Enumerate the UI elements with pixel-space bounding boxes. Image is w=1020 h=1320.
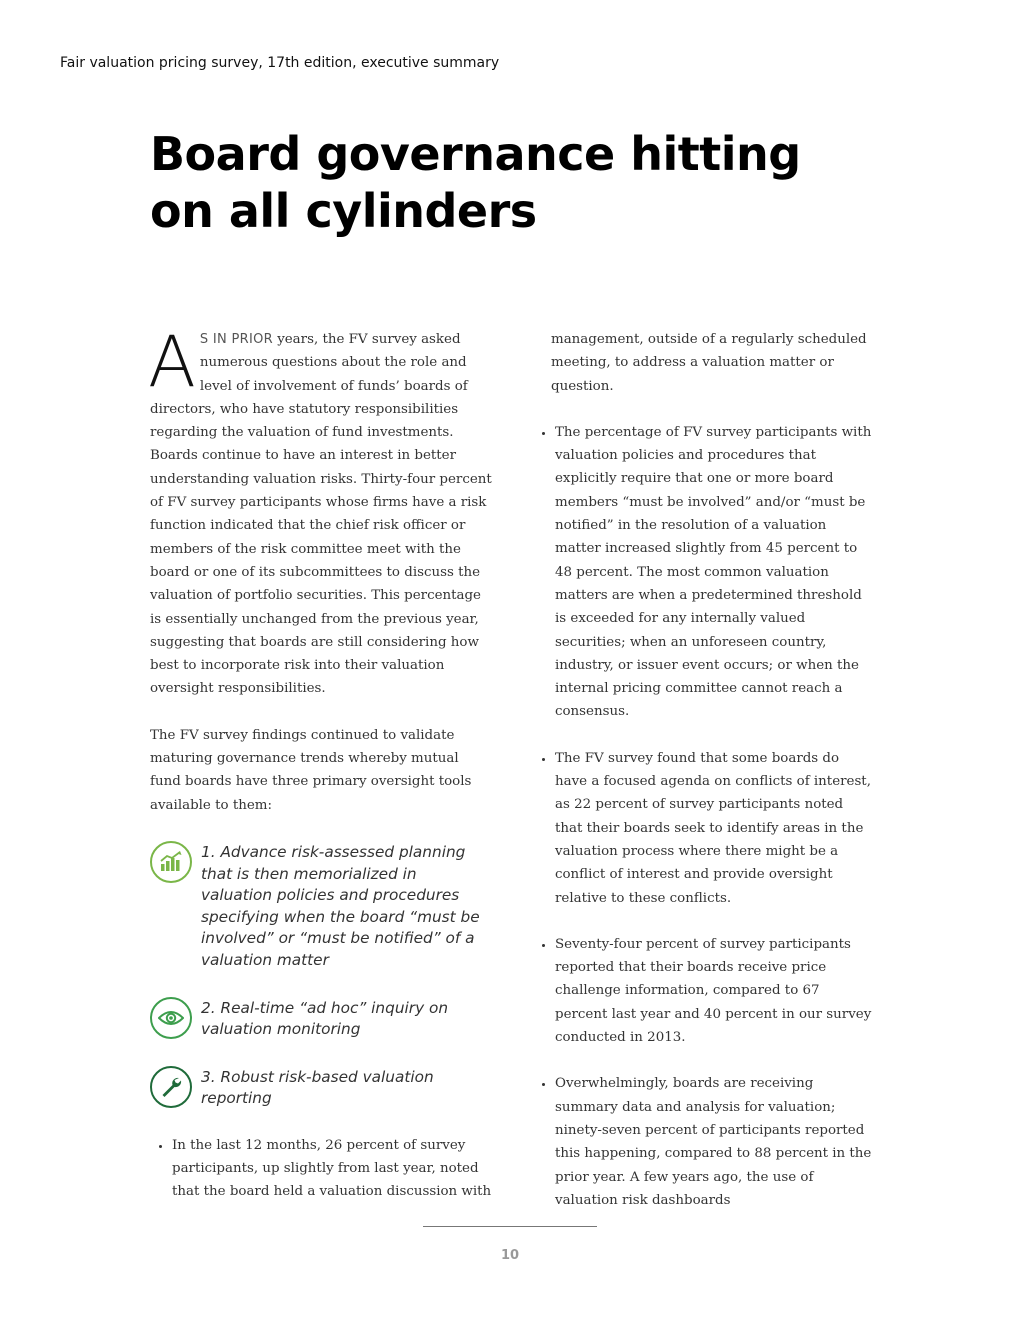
intro-paragraph <box>148 321 492 701</box>
page-title: Board governance hitting on all cylinders <box>150 127 801 238</box>
list-item: • The FV survey found that some boards do have a focused agenda on conflicts of interest, as 22 percent of survey participants noted that their boards seek to identify areas in the valuation process where there might be a conflict of interest and provide oversight relative to these conflicts. <box>555 747 873 910</box>
drop-cap: A <box>148 321 196 403</box>
tools-intro-paragraph: The FV survey findings continued to validate maturing governance trends whereby mutual fund boards have three primary oversight tools available to them: <box>150 727 472 813</box>
tool-item-reporting <box>150 1065 492 1110</box>
oversight-tools-list <box>150 840 492 1110</box>
growth-chart-icon <box>150 841 192 883</box>
tool-item-planning <box>150 840 492 972</box>
wrench-icon <box>150 1066 192 1108</box>
list-item: • In the last 12 months, 26 percent of survey participants, up slightly from last year, noted that the board held a valuation discussion with <box>172 1134 492 1204</box>
page-number: 10 <box>500 1248 520 1263</box>
intro-text: years, the FV survey asked numerous questions about the role and level of involvement of funds’ boards of directors, who have statutory responsibilities regarding the valuation of fund investments. Boards continue to have an interest in better understanding valuation risks. Thirty-four percent of FV survey participants whose firms have a risk function indicated that the chief risk officer or members of the risk committee meet with the board or one of its subcommittees to discuss the valuation of portfolio securities. This percentage is essentially unchanged from the previous year, suggesting that boards are still considering how best to incorporate risk into their valuation oversight responsibilities. <box>150 332 492 697</box>
tool-text: 1. Advance risk-assessed planning that is then memorialized in valuation policies and procedures specifying when the board “must be involved” or “must be notified” of a valuation matter <box>201 842 480 969</box>
bullet-continuation: management, outside of a regularly scheduled meeting, to address a valuation matter or question. <box>551 332 867 394</box>
footer-divider <box>423 1226 597 1227</box>
running-header: Fair valuation pricing survey, 17th edition, executive summary <box>60 55 500 71</box>
right-column <box>533 328 873 1235</box>
list-item: • Overwhelmingly, boards are receiving summary data and analysis for valuation; ninety-seven percent of participants reported this happening, compared to 88 percent in the prior year. A few years ago, the use of valuation risk dashboards <box>555 1072 873 1212</box>
eye-icon <box>150 997 192 1039</box>
tool-text: 3. Robust risk-based valuation reporting <box>201 1067 434 1108</box>
list-item: • Seventy-four percent of survey participants reported that their boards receive price challenge information, compared to 67 percent last year and 40 percent in our survey conducted in 2013. <box>555 933 873 1049</box>
list-item: • The percentage of FV survey participants with valuation policies and procedures that explicitly require that one or more board members “must be involved” and/or “must be notified” in the resolution of a valuation matter increased slightly from 45 percent to 48 percent. The most common valuation matters are when a predetermined threshold is exceeded for any internally valued securities; when an unforeseen country, industry, or issuer event occurs; or when the internal pricing committee cannot reach a consensus. <box>555 421 873 724</box>
bullet-list <box>533 421 873 1212</box>
left-column <box>148 321 492 1227</box>
tool-item-inquiry <box>150 996 492 1041</box>
bullet-list <box>150 1134 492 1204</box>
tool-text: 2. Real-time “ad hoc” inquiry on valuation monitoring <box>201 998 449 1039</box>
intro-smallcaps: S IN PRIOR <box>199 332 273 347</box>
